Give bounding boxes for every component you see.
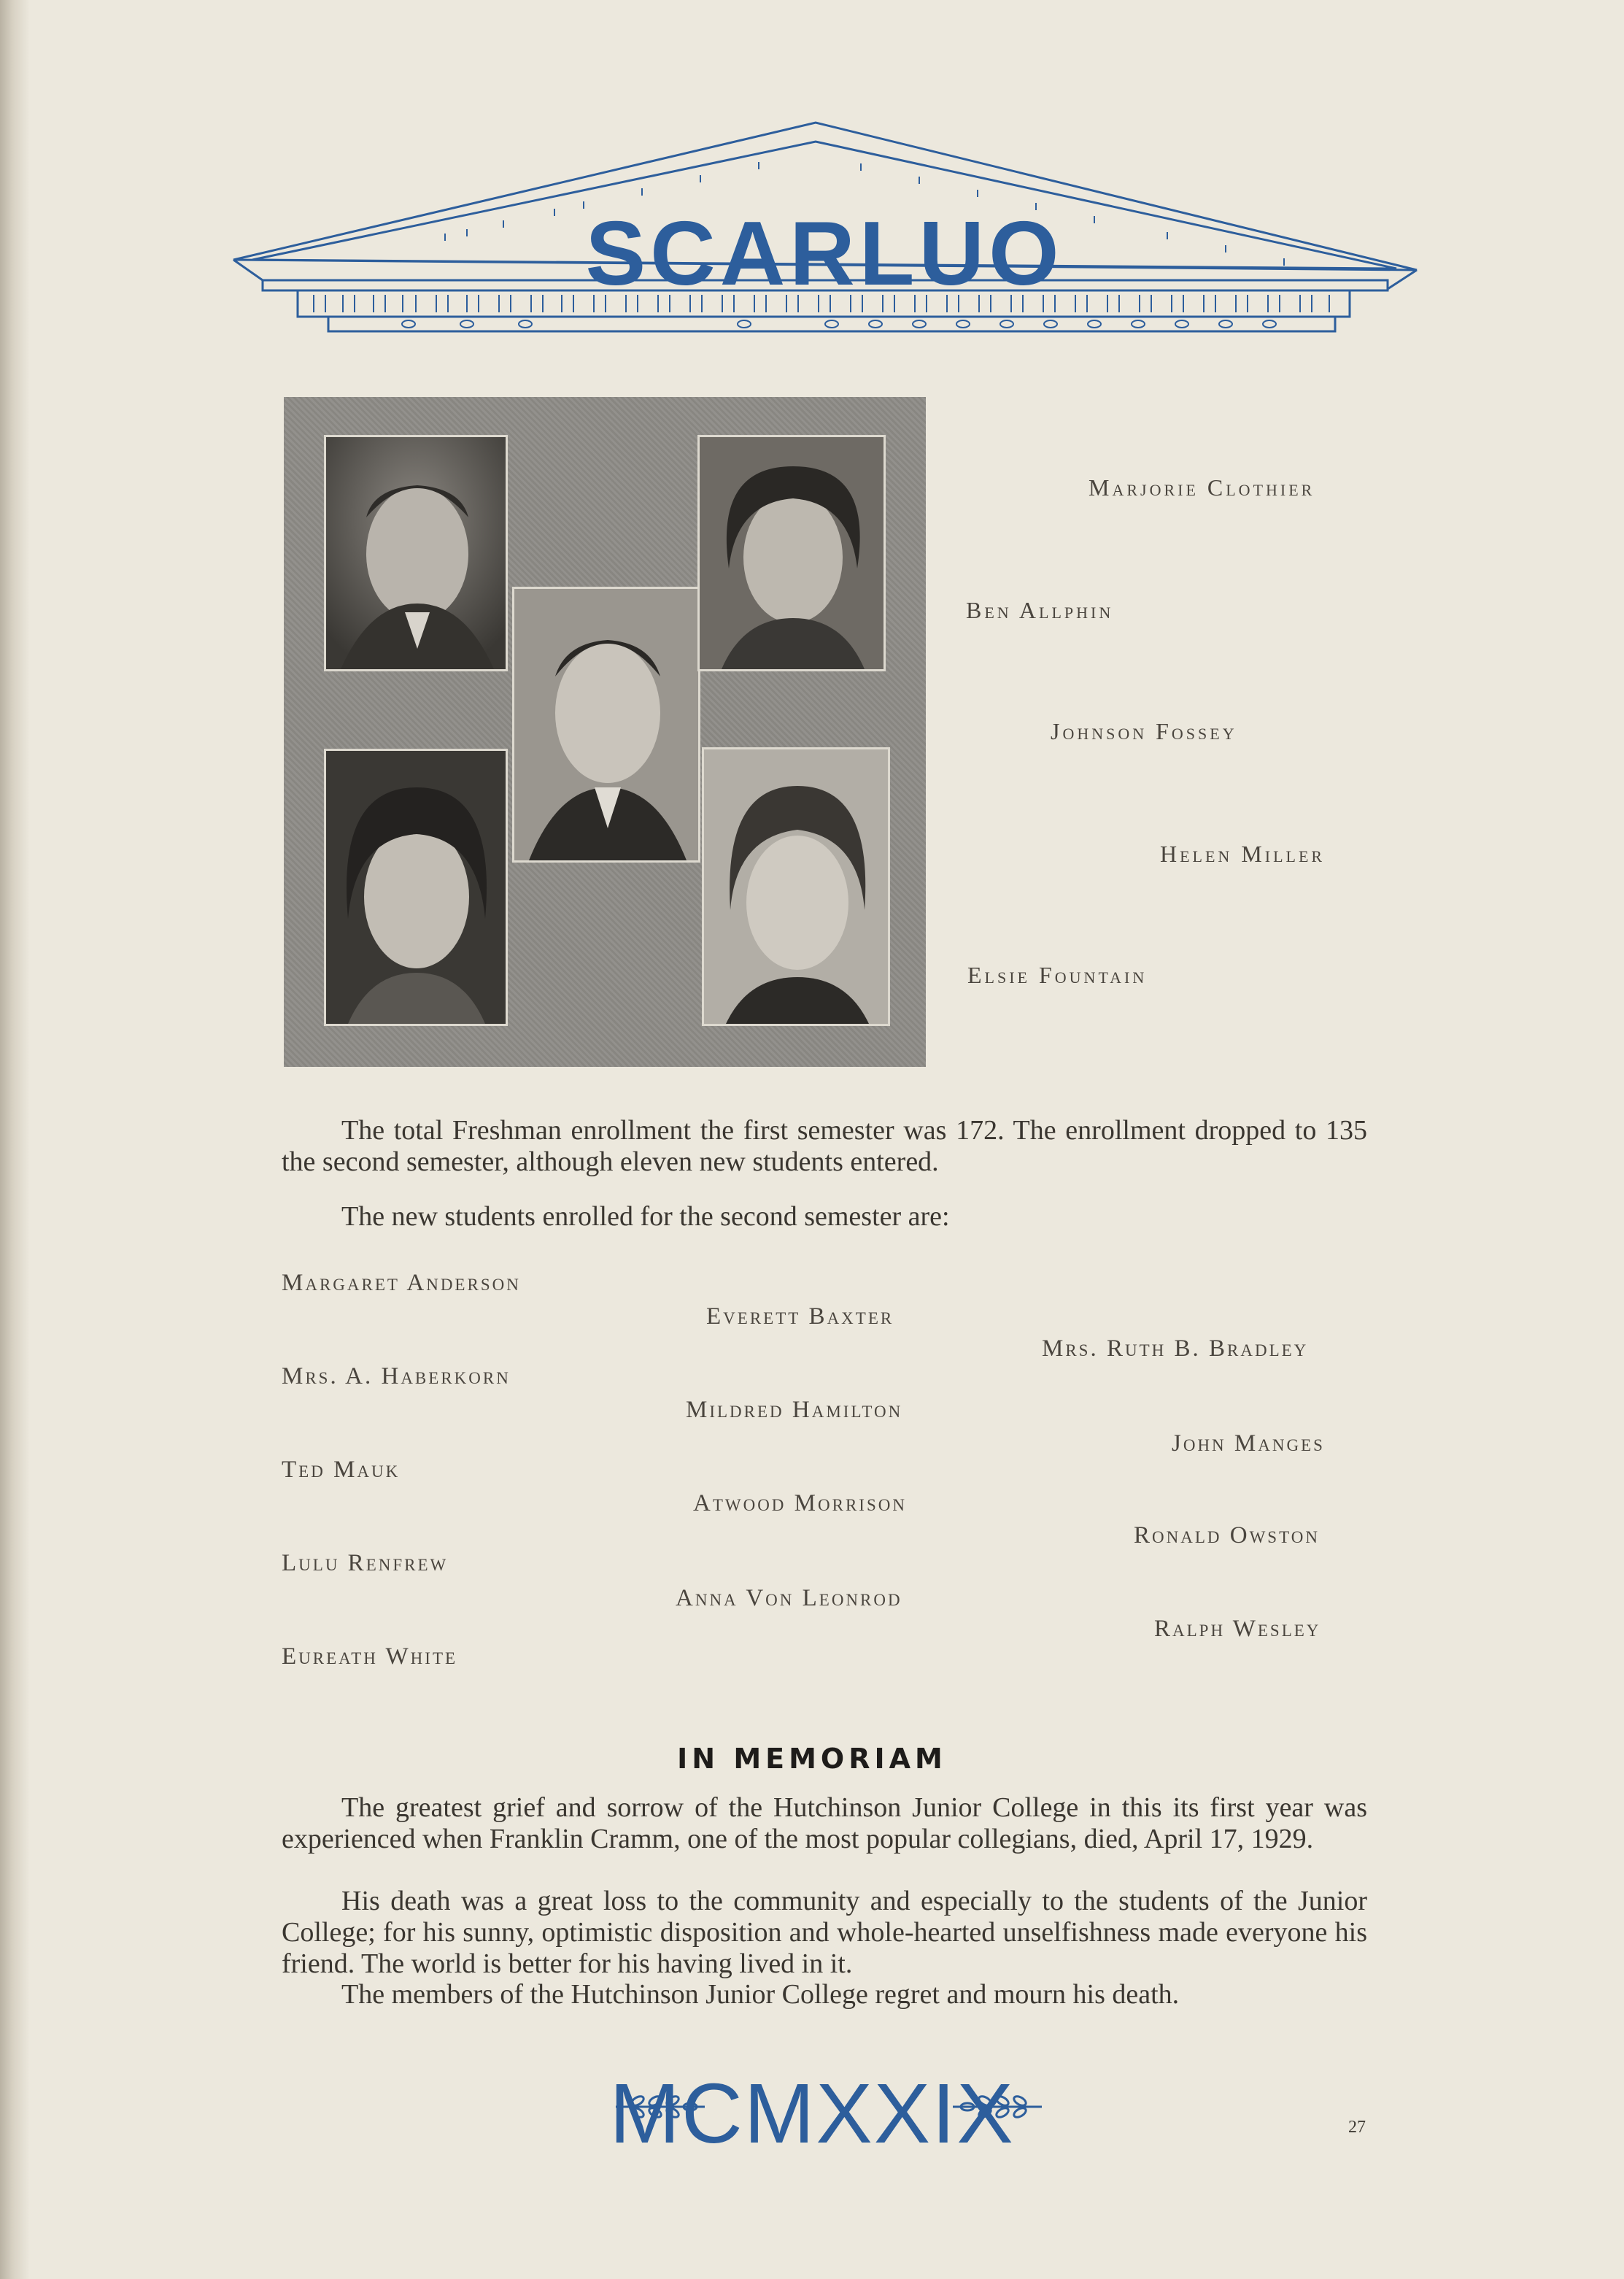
page-number: 27: [1348, 2118, 1366, 2137]
student-name: Mrs. A. Haberkorn: [282, 1363, 511, 1389]
student-name: Margaret Anderson: [282, 1270, 521, 1296]
photo-caption: Marjorie Clothier: [1089, 474, 1315, 501]
student-name: Ronald Owston: [1134, 1522, 1320, 1549]
enrollment-intro: The new students enrolled for the second semester are:: [341, 1201, 950, 1232]
student-name: Mrs. Ruth B. Bradley: [1042, 1335, 1309, 1362]
portrait-photo: [697, 435, 886, 671]
yearbook-year: MCMXXIX: [609, 2066, 1015, 2161]
student-name: Mildred Hamilton: [686, 1397, 903, 1423]
student-name: Lulu Renfrew: [282, 1550, 449, 1576]
photo-caption: Helen Miller: [1160, 841, 1326, 867]
portrait-photo: [324, 435, 508, 671]
header-title: SCARLUO: [585, 204, 1064, 304]
memoriam-heading: IN MEMORIAM: [677, 1743, 947, 1775]
memoriam-paragraph: The members of the Hutchinson Junior College regret and mourn his death.: [341, 1979, 1180, 2010]
memoriam-paragraph: His death was a great loss to the community and especially to the students of the Junior College; for his sunny, optimistic disposition and whole-hearted unselfishness made everyone his friend. The world is better for his having lived in it.: [282, 1886, 1367, 1979]
pediment-header: [0, 0, 1624, 350]
student-name: Everett Baxter: [706, 1303, 894, 1330]
enrollment-paragraph: The total Freshman enrollment the first semester was 172. The enrollment dropped to 135 the second semester, although eleven new students entered.: [282, 1115, 1367, 1177]
student-name: Eureath White: [282, 1643, 458, 1670]
photo-caption: Johnson Fossey: [1051, 718, 1237, 744]
portrait-photo: [512, 587, 700, 863]
student-name: Ted Mauk: [282, 1457, 401, 1483]
student-name: Atwood Morrison: [693, 1490, 907, 1516]
student-name: Anna Von Leonrod: [676, 1585, 902, 1611]
memoriam-paragraph: The greatest grief and sorrow of the Hutchinson Junior College in this its first year was experienced when Franklin Cramm, one of the most popular collegians, died, April 17, 1929.: [282, 1792, 1367, 1854]
laurel-sprig-right-icon: [950, 2092, 1045, 2121]
photo-caption: Ben Allphin: [966, 597, 1114, 623]
student-name: Ralph Wesley: [1154, 1616, 1321, 1642]
portrait-photo: [324, 749, 508, 1026]
student-name: John Manges: [1172, 1430, 1325, 1457]
photo-caption: Elsie Fountain: [967, 962, 1148, 988]
portrait-collage: [284, 397, 926, 1067]
portrait-photo: [702, 747, 890, 1026]
